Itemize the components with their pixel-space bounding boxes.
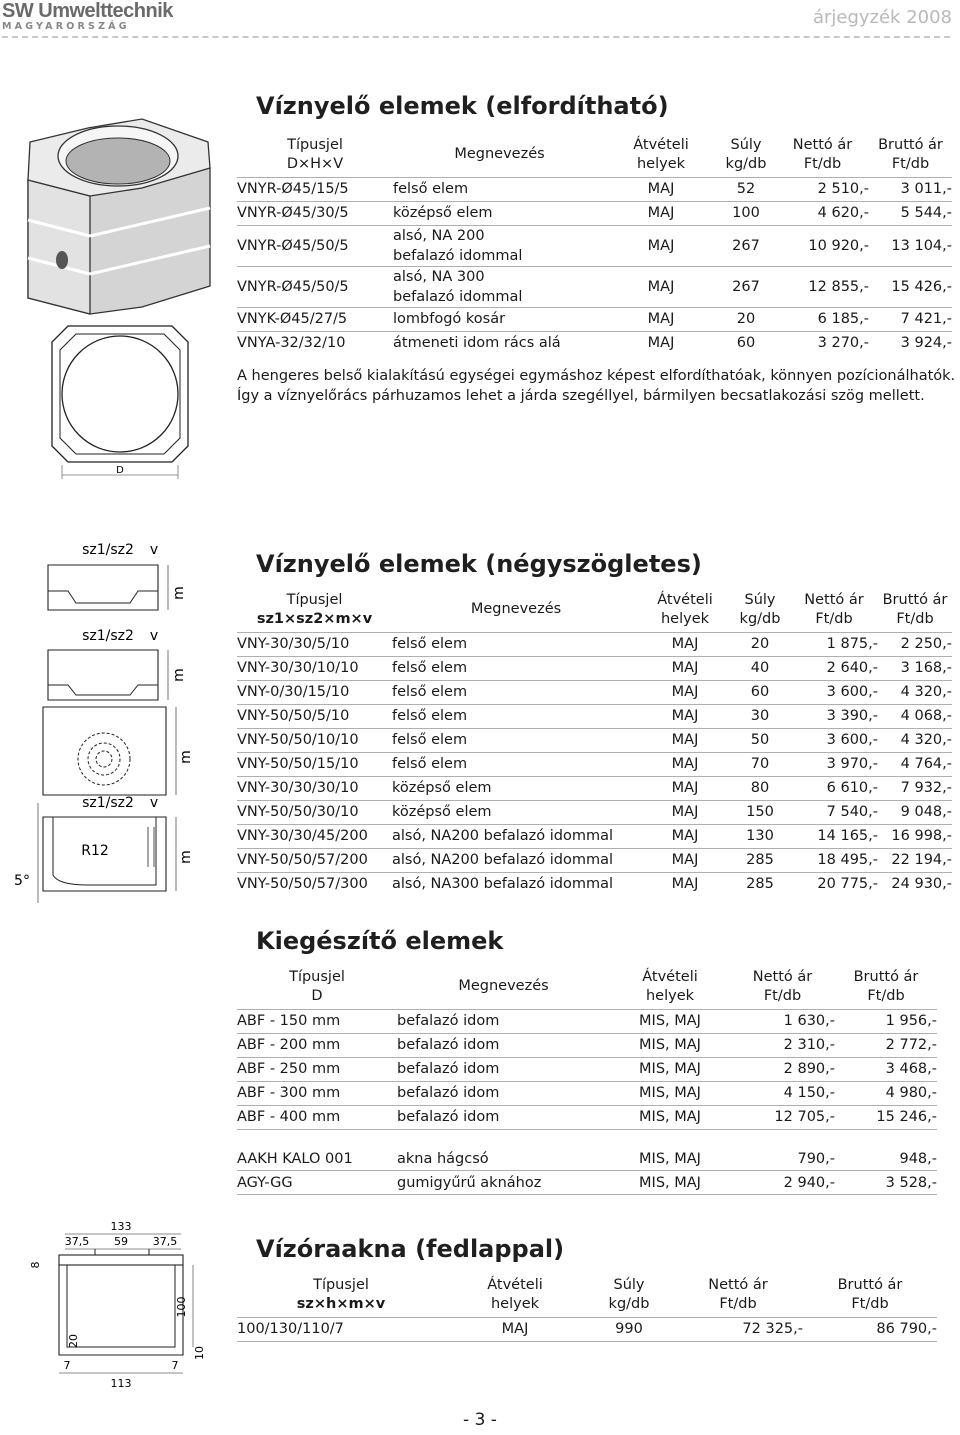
table-header-row	[237, 1273, 937, 1317]
section-note: A hengeres belső kialakítású egységei egymáshoz képest elfordíthatóak, könnyen pozícionálhatók. Így a víznyelőrács párhuzamos lehet a járda szegéllyel, bármilyen becsatlakozási szög mellett.	[237, 368, 956, 404]
accessories-price-table-2	[237, 1147, 937, 1195]
table-header-row	[237, 588, 952, 632]
col-weight-header: Súly kg/db	[730, 588, 790, 632]
svg-text:8: 8	[29, 1261, 42, 1269]
col-name-header: Megnevezés	[397, 965, 610, 1009]
header-divider	[2, 36, 950, 38]
svg-text:sz1/sz2: sz1/sz2	[82, 628, 134, 644]
table-row: VNYK-Ø45/27/5 lombfogó kosár MAJ 20 6 185,- 7 421,-	[237, 307, 952, 331]
plan-d-label: D	[116, 465, 124, 476]
table-row: VNY-50/50/5/10 felső elem MAJ 30 3 390,- 4 068,-	[237, 704, 952, 728]
svg-text:sz1/sz2: sz1/sz2	[82, 795, 134, 811]
round-gully-3d-drawing	[20, 108, 225, 320]
table-row: ABF - 300 mm befalazó idom MIS, MAJ 4 150,- 4 980,-	[237, 1081, 937, 1105]
col-type-header: Típusjel D	[237, 965, 397, 1009]
table-row: VNYA-32/32/10 átmeneti idom rács alá MAJ 60 3 270,- 3 924,-	[237, 335, 952, 351]
col-pickup-header: Átvételi helyek	[640, 588, 730, 632]
svg-text:v: v	[149, 795, 159, 811]
svg-text:m: m	[171, 668, 187, 682]
table-row: AGY-GG gumigyűrű aknához MIS, MAJ 2 940,- 3 528,-	[237, 1171, 937, 1195]
col-net-header: Nettó ár Ft/db	[730, 965, 835, 1009]
svg-text:20: 20	[67, 1334, 80, 1348]
svg-text:7: 7	[171, 1359, 179, 1372]
rotatable-price-table	[237, 133, 952, 355]
table-header-row	[237, 133, 952, 177]
col-weight-header: Súly kg/db	[585, 1273, 673, 1317]
col-name-header: Megnevezés	[392, 588, 640, 632]
square-gully-section-drawings	[8, 535, 208, 905]
section-title-square: Víznyelő elemek (négyszögletes)	[256, 550, 702, 578]
svg-text:113: 113	[110, 1377, 132, 1390]
col-type-header: Típusjel sz×h×m×v	[237, 1273, 445, 1317]
table-row: VNY-30/30/5/10 felső elem MAJ 20 1 875,- 2 250,-	[237, 632, 952, 656]
document-title: árjegyzék 2008	[812, 7, 952, 28]
round-gully-plan-drawing	[50, 322, 190, 480]
table-row: ABF - 200 mm befalazó idom MIS, MAJ 2 310,- 2 772,-	[237, 1033, 937, 1057]
svg-text:v: v	[149, 628, 159, 644]
svg-text:sz1/sz2: sz1/sz2	[82, 542, 134, 558]
table-row: VNY-30/30/45/200 alsó, NA200 befalazó idommal MAJ 130 14 165,- 16 998,-	[237, 824, 952, 848]
section-title-meter-pit: Vízóraakna (fedlappal)	[256, 1235, 565, 1263]
col-weight-header: Súly kg/db	[716, 133, 776, 177]
table-row: VNYR-Ø45/15/5 felső elem MAJ 52 2 510,- 3 011,-	[237, 177, 952, 201]
svg-text:m: m	[178, 850, 194, 864]
table-row: AAKH KALO 001 akna hágcsó MIS, MAJ 790,- 948,-	[237, 1147, 937, 1171]
brand-subtitle: MAGYARORSZÁG	[2, 21, 130, 32]
svg-text:R12: R12	[81, 843, 109, 859]
table-row: VNY-50/50/57/300 alsó, NA300 befalazó idommal MAJ 285 20 775,- 24 930,-	[237, 876, 952, 892]
svg-text:37,5: 37,5	[152, 1235, 178, 1248]
svg-text:m: m	[178, 750, 194, 764]
table-row: VNY-50/50/57/200 alsó, NA200 befalazó idommal MAJ 285 18 495,- 22 194,-	[237, 848, 952, 872]
col-name-header: Megnevezés	[393, 133, 606, 177]
table-row: ABF - 250 mm befalazó idom MIS, MAJ 2 890,- 3 468,-	[237, 1057, 937, 1081]
meter-pit-price-table	[237, 1273, 937, 1342]
brand-name: SW Umwelttechnik	[2, 0, 173, 22]
col-net-header: Nettó ár Ft/db	[790, 588, 878, 632]
col-gross-header: Bruttó ár Ft/db	[835, 965, 937, 1009]
col-pickup-header: Átvételi helyek	[445, 1273, 585, 1317]
table-row: 100/130/110/7 MAJ 990 72 325,- 86 790,-	[237, 1317, 937, 1341]
svg-text:5°: 5°	[14, 873, 30, 889]
brand-logo	[2, 0, 173, 32]
section-title-accessories: Kiegészítő elemek	[256, 927, 504, 955]
page-number: - 3 -	[463, 1410, 497, 1430]
table-row: VNY-30/30/10/10 felső elem MAJ 40 2 640,- 3 168,-	[237, 656, 952, 680]
table-row: VNYR-Ø45/30/5 középső elem MAJ 100 4 620,- 5 544,-	[237, 201, 952, 225]
svg-text:37,5: 37,5	[64, 1235, 90, 1248]
svg-text:59: 59	[114, 1235, 128, 1248]
col-gross-header: Bruttó ár Ft/db	[803, 1273, 937, 1317]
col-gross-header: Bruttó ár Ft/db	[869, 133, 952, 177]
table-row: ABF - 400 mm befalazó idom MIS, MAJ 12 705,- 15 246,-	[237, 1105, 937, 1129]
svg-text:v: v	[149, 542, 159, 558]
table-row: VNYR-Ø45/50/5 alsó, NA 200 befalazó idommal MAJ 267 10 920,- 13 104,-	[237, 225, 952, 266]
svg-text:m: m	[171, 586, 187, 600]
accessories-price-table	[237, 965, 937, 1130]
table-row: ABF - 150 mm befalazó idom MIS, MAJ 1 630,- 1 956,-	[237, 1009, 937, 1033]
square-price-table	[237, 588, 952, 896]
col-type-header: Típusjel D×H×V	[237, 133, 393, 177]
col-gross-header: Bruttó ár Ft/db	[878, 588, 952, 632]
table-row: VNY-50/50/30/10 középső elem MAJ 150 7 540,- 9 048,-	[237, 800, 952, 824]
svg-text:7: 7	[63, 1359, 71, 1372]
col-pickup-header: Átvételi helyek	[610, 965, 730, 1009]
col-net-header: Nettó ár Ft/db	[776, 133, 869, 177]
svg-text:100: 100	[175, 1296, 188, 1318]
svg-text:133: 133	[110, 1220, 132, 1233]
col-type-header: Típusjel sz1×sz2×m×v	[237, 588, 392, 632]
table-row: VNYR-Ø45/50/5 alsó, NA 300 befalazó idommal MAJ 267 12 855,- 15 426,-	[237, 266, 952, 307]
table-row: VNY-30/30/30/10 középső elem MAJ 80 6 610,- 7 932,-	[237, 776, 952, 800]
svg-text:10: 10	[193, 1346, 206, 1360]
meter-pit-section-drawing	[25, 1215, 225, 1395]
table-row: VNY-50/50/10/10 felső elem MAJ 50 3 600,- 4 320,-	[237, 728, 952, 752]
col-net-header: Nettó ár Ft/db	[673, 1273, 803, 1317]
table-header-row	[237, 965, 937, 1009]
table-row: VNY-50/50/15/10 felső elem MAJ 70 3 970,- 4 764,-	[237, 752, 952, 776]
section-title-rotatable: Víznyelő elemek (elfordítható)	[256, 92, 669, 120]
table-row: VNY-0/30/15/10 felső elem MAJ 60 3 600,- 4 320,-	[237, 680, 952, 704]
col-pickup-header: Átvételi helyek	[606, 133, 716, 177]
